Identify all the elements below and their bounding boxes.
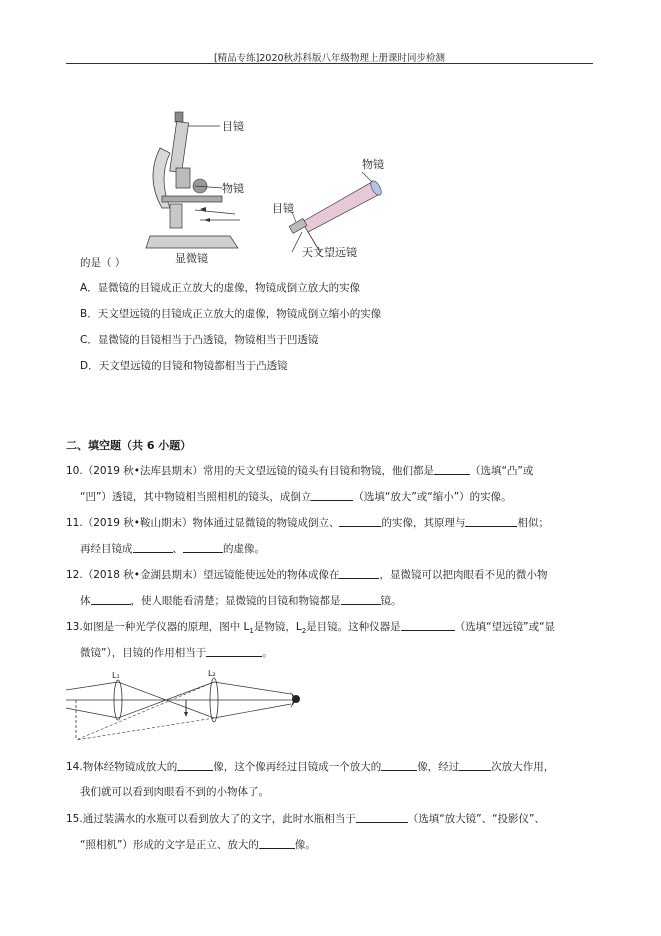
q12-blank-2[interactable] [91,593,131,605]
q14-text-a: 14.物体经物镜成放大的 [66,761,178,773]
microscope-caption: 显微镜 [175,252,208,265]
q15-text-a: 15.通过装满水的水瓶可以看到放大了的文字，此时水瓶相当于 [66,813,356,825]
q14-text-d: 次放大作用， [491,761,555,773]
q15-text-c: “照相机”）形成的文字是正立、放大的 [80,839,259,851]
q15-text-b: （选填“放大镜”、“投影仪”、 [407,813,545,825]
q11-text-d: 再经目镜成 [80,543,133,555]
prev-question-stem: 的是（ ） [80,257,126,269]
q13-text-f: 。 [262,647,273,659]
q11-text-c: 相似； [517,517,549,529]
ray-diagram [66,668,316,748]
option-a: A．显微镜的目镜成正立放大的虚像，物镜成倒立放大的实像 [80,282,361,294]
microscope-objective-label: 物镜 [222,182,244,195]
q10-text-a: 10.（2019 秋•法库县期末）常用的天文望远镜的镜头有目镜和物镜，他们都是 [66,465,434,477]
q12-text-e: 镜。 [380,595,402,607]
q11-blank-1[interactable] [339,515,381,527]
section-title: 二、填空题（共 6 小题） [66,439,192,452]
q11-line1 [66,515,549,530]
q15-line1 [66,811,545,826]
q10-text-d: （选填“放大”或“缩小”）的实像。 [353,491,512,503]
lens-l2-label: L₂ [208,669,216,678]
q10-text-c: “凹”）透镜，其中物镜相当照相机的镜头，成倒立 [80,491,312,503]
q12-blank-1[interactable] [339,567,379,579]
q15-text-d: 像。 [294,839,316,851]
telescope-figure [262,152,392,260]
q11-text-b: 的实像，其原理与 [381,517,466,529]
q15-blank-1[interactable] [356,811,408,823]
option-c: C．显微镜的目镜相当于凸透镜，物镜相当于凹透镜 [80,334,319,346]
q11-text-a: 11.（2019 秋•鞍山期末）物体通过显微镜的物镜成倒立、 [66,517,340,529]
q13-text-e: 微镜”），目镜的作用相当于 [80,647,207,659]
q15-blank-2[interactable] [259,837,295,849]
q14-blank-3[interactable] [459,759,491,771]
q12-text-b: ，显微镜可以把肉眼看不见的微小物 [379,569,548,581]
q11-text-f: 的虚像。 [223,543,265,555]
microscope-eyepiece-label: 目镜 [222,120,244,133]
q14-text-b: 像，这个像再经过目镜成一个放大的 [213,761,382,773]
telescope-eyepiece-label: 目镜 [272,202,294,215]
q14-blank-1[interactable] [177,759,213,771]
q12-blank-3[interactable] [341,593,381,605]
q13-blank-2[interactable] [206,645,262,657]
q10-line2 [80,489,512,504]
q13-text-c: 是目镜。这种仪器是 [306,621,401,633]
q13-sub-1: 1 [249,627,254,636]
q11-blank-3[interactable] [133,541,173,553]
q12-text-a: 12.（2018 秋•金湖县期末）望远镜能使远处的物体成像在 [66,569,340,581]
q14-text-c: 像，经过 [417,761,460,773]
page-header: [精品专练]2020秋苏科版八年级物理上册课时同步检测 [213,53,446,64]
q13-text-a: 13.如图是一种光学仪器的原理，图中 L [66,621,250,633]
q14-line1 [66,759,554,774]
q14-blank-2[interactable] [381,759,417,771]
q12-text-d: ，使人眼能看清楚；显微镜的目镜和物镜都是 [130,595,341,607]
q11-text-e: 、 [172,543,183,555]
lens-l1-label: L₁ [112,671,120,680]
q13-blank-1[interactable] [401,619,455,631]
q13-text-d: （选填“望远镜”或“显 [454,621,556,633]
q10-blank-1[interactable] [434,463,470,475]
q14-line2: 我们就可以看到肉眼看不到的小物体了。 [80,786,269,798]
q13-sub-2: 2 [301,627,307,636]
q10-blank-2[interactable] [311,489,353,501]
telescope-caption: 天文望远镜 [302,246,357,259]
q12-line2 [80,593,402,608]
q11-line2 [80,541,265,556]
q12-text-c: 体 [80,595,91,607]
option-b: B．天文望远镜的目镜成正立放大的虚像，物镜成倒立缩小的实像 [80,308,382,320]
q15-line2 [80,837,316,852]
header-rule [66,63,593,64]
q10-line1 [66,463,533,478]
telescope-objective-label: 物镜 [362,158,384,171]
q11-blank-2[interactable] [465,515,517,527]
q13-line1 [66,619,555,638]
microscope-figure [140,108,280,268]
q13-text-b: 是物镜，L [253,621,302,633]
q13-line2 [80,645,273,660]
q10-text-b: （选填“凸”或 [469,465,534,477]
q11-blank-4[interactable] [183,541,223,553]
q12-line1 [66,567,547,582]
option-d: D．天文望远镜的目镜和物镜都相当于凸透镜 [80,360,288,372]
